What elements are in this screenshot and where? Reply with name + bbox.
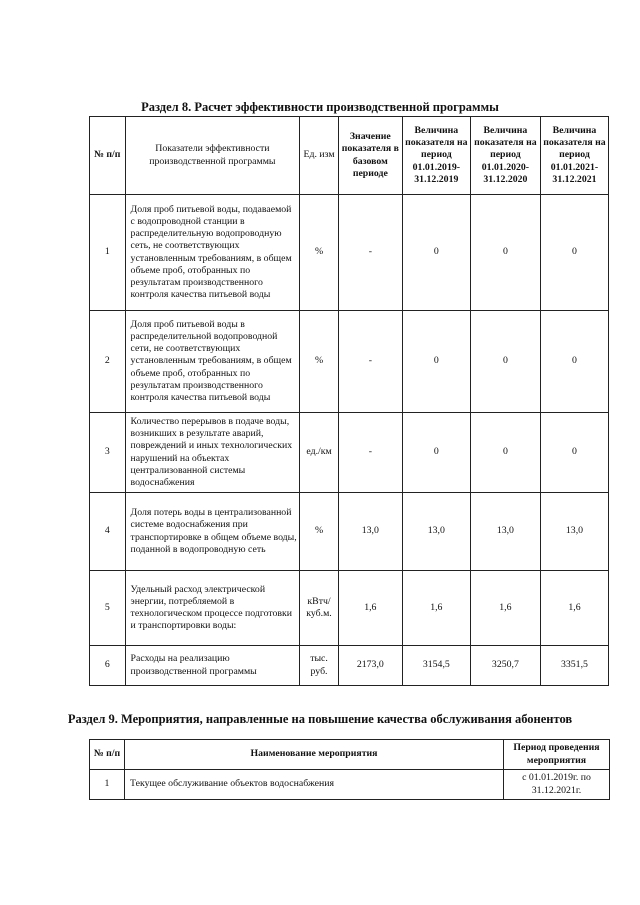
section8-title: Раздел 8. Расчет эффективности производственной программы: [141, 100, 499, 114]
row-base: 2173,0: [338, 646, 402, 686]
table-row: [90, 413, 609, 493]
measures-table: [89, 739, 610, 800]
row-2021: 0: [540, 413, 608, 493]
table-row: [90, 571, 609, 646]
row-base: -: [338, 311, 402, 413]
row-unit: кВтч/куб.м.: [300, 571, 339, 646]
row-unit: %: [300, 493, 339, 571]
row-2020: 0: [470, 195, 540, 311]
header-unit: Ед. изм: [300, 117, 339, 195]
header-name: Наименование мероприятия: [125, 740, 504, 770]
row-indicator: Доля проб питьевой воды в распределительной водопроводной сети, не соответствующих установленным требованиям, в общем объеме проб, отобранных по результатам производственного контроля качества питьевой воды: [125, 311, 300, 413]
row-indicator: Расходы на реализацию производственной программы: [125, 646, 300, 686]
header-num: № п/п: [90, 740, 125, 770]
table-header-row: [90, 117, 609, 195]
row-num: 5: [90, 571, 126, 646]
row-2019: 3154,5: [402, 646, 470, 686]
row-2019: 0: [402, 311, 470, 413]
row-num: 1: [90, 770, 125, 800]
row-base: 1,6: [338, 571, 402, 646]
row-2020: 0: [470, 311, 540, 413]
header-base: Значение показателя в базовом периоде: [338, 117, 402, 195]
header-2019: Величина показателя на период 01.01.2019-31.12.2019: [402, 117, 470, 195]
table-row: [90, 195, 609, 311]
efficiency-table: [89, 116, 609, 686]
row-indicator: Количество перерывов в подаче воды, возникших в результате аварий, повреждений и иных технологических нарушений на объектах централизованной системы водоснабжения: [125, 413, 300, 493]
row-num: 2: [90, 311, 126, 413]
header-indicator: Показатели эффективности производственной программы: [125, 117, 300, 195]
row-2021: 0: [540, 195, 608, 311]
row-2021: 13,0: [540, 493, 608, 571]
row-unit: ед./км: [300, 413, 339, 493]
row-2021: 3351,5: [540, 646, 608, 686]
header-2020: Величина показателя на период 01.01.2020-31.12.2020: [470, 117, 540, 195]
row-name: Текущее обслуживание объектов водоснабжения: [125, 770, 504, 800]
row-unit: %: [300, 311, 339, 413]
row-2021: 1,6: [540, 571, 608, 646]
row-2020: 1,6: [470, 571, 540, 646]
row-num: 1: [90, 195, 126, 311]
row-2021: 0: [540, 311, 608, 413]
row-2019: 1,6: [402, 571, 470, 646]
table-row: [90, 493, 609, 571]
table-row: [90, 646, 609, 686]
header-num: № п/п: [90, 117, 126, 195]
row-base: -: [338, 195, 402, 311]
table-header-row: [90, 740, 610, 770]
row-indicator: Удельный расход электрической энергии, потребляемой в технологическом процессе подготовки и транспортировки воды:: [125, 571, 300, 646]
row-unit: %: [300, 195, 339, 311]
table-row: [90, 770, 610, 800]
row-indicator: Доля потерь воды в централизованной системе водоснабжения при транспортировке в общем объеме воды, поданной в водопроводную сеть: [125, 493, 300, 571]
header-2021: Величина показателя на период 01.01.2021-31.12.2021: [540, 117, 608, 195]
table-row: [90, 311, 609, 413]
row-base: 13,0: [338, 493, 402, 571]
header-period: Период проведения мероприятия: [504, 740, 610, 770]
row-num: 6: [90, 646, 126, 686]
row-base: -: [338, 413, 402, 493]
row-indicator: Доля проб питьевой воды, подаваемой с водопроводной станции в распределительную водопроводную сеть, не соответствующих установленным требованиям, в общем объеме проб, отобранных по результатам производственного контроля качества питьевой воды: [125, 195, 300, 311]
row-2019: 13,0: [402, 493, 470, 571]
row-2019: 0: [402, 195, 470, 311]
row-2020: 13,0: [470, 493, 540, 571]
row-2020: 3250,7: [470, 646, 540, 686]
row-unit: тыс. руб.: [300, 646, 339, 686]
row-2020: 0: [470, 413, 540, 493]
row-num: 3: [90, 413, 126, 493]
row-period: с 01.01.2019г. по 31.12.2021г.: [504, 770, 610, 800]
section9-title: Раздел 9. Мероприятия, направленные на повышение качества обслуживания абонентов: [67, 712, 573, 726]
row-num: 4: [90, 493, 126, 571]
row-2019: 0: [402, 413, 470, 493]
